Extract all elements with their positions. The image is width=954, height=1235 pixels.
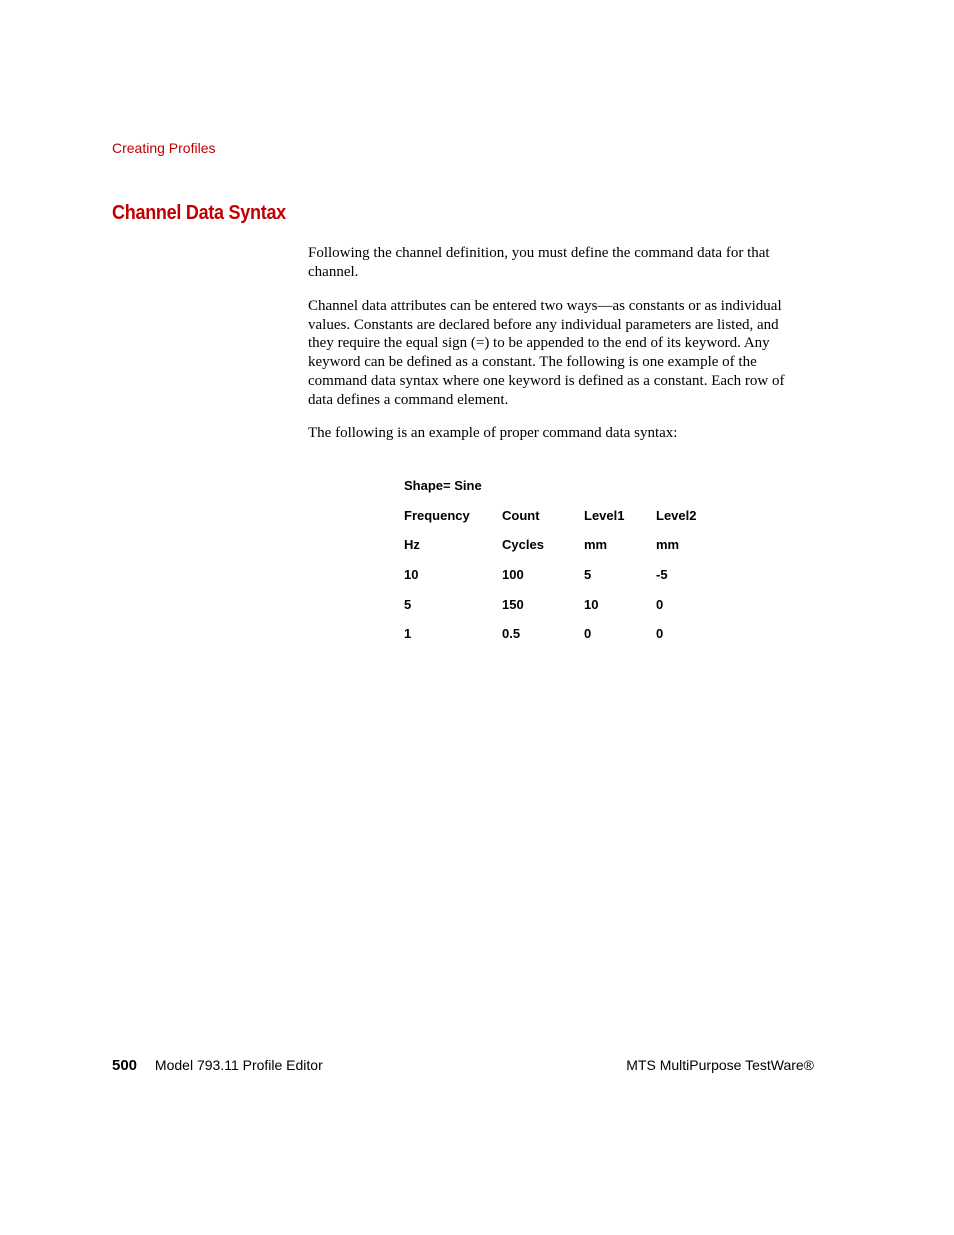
table-cell: Level2 (656, 507, 697, 523)
table-cell: 1 (404, 626, 412, 642)
table-cell: mm (584, 537, 608, 553)
table-cell: 5 (584, 567, 592, 583)
table-cell: 0 (584, 626, 592, 642)
paragraph-attributes: Channel data attributes can be entered two ways—as constants or as individual values. Constants are declared before any individual parameters are listed, and they require the equal sign (=) to be appended to the end of its keyword. Any keyword can be defined as a constant. The following is one example of the command data syntax where one keyword is defined as a constant. Each row of data defines a command element. (308, 298, 785, 408)
table-cell: 100 (502, 567, 524, 583)
table-cell: 0 (656, 626, 664, 642)
table-cell: 0 (656, 596, 664, 612)
table-cell: Count (502, 507, 540, 523)
footer-left (112, 1057, 323, 1074)
page-number: 500 (112, 1057, 138, 1074)
table-cell: mm (656, 537, 680, 553)
table-cell: 5 (404, 596, 412, 612)
table-cell: 10 (584, 596, 599, 612)
section-heading: Channel Data Syntax (112, 202, 286, 224)
table-cell: -5 (656, 567, 668, 583)
breadcrumb-link[interactable]: Creating Profiles (112, 140, 216, 156)
paragraph-intro: Following the channel definition, you must define the command data for that channel. (308, 245, 770, 280)
table-cell: Cycles (502, 537, 544, 553)
table-cell: 150 (502, 596, 524, 612)
product-name: MTS MultiPurpose TestWare® (626, 1057, 814, 1073)
table-cell: Frequency (404, 507, 470, 523)
table-cell: Hz (404, 537, 420, 553)
table-cell: 0.5 (502, 626, 521, 642)
table-cell: Level1 (584, 507, 625, 523)
constant-text: Shape= Sine (404, 478, 482, 493)
table-cell: 10 (404, 567, 419, 583)
paragraph-example-lead: The following is an example of proper command data syntax: (308, 425, 678, 441)
document-title: Model 793.11 Profile Editor (154, 1057, 323, 1073)
